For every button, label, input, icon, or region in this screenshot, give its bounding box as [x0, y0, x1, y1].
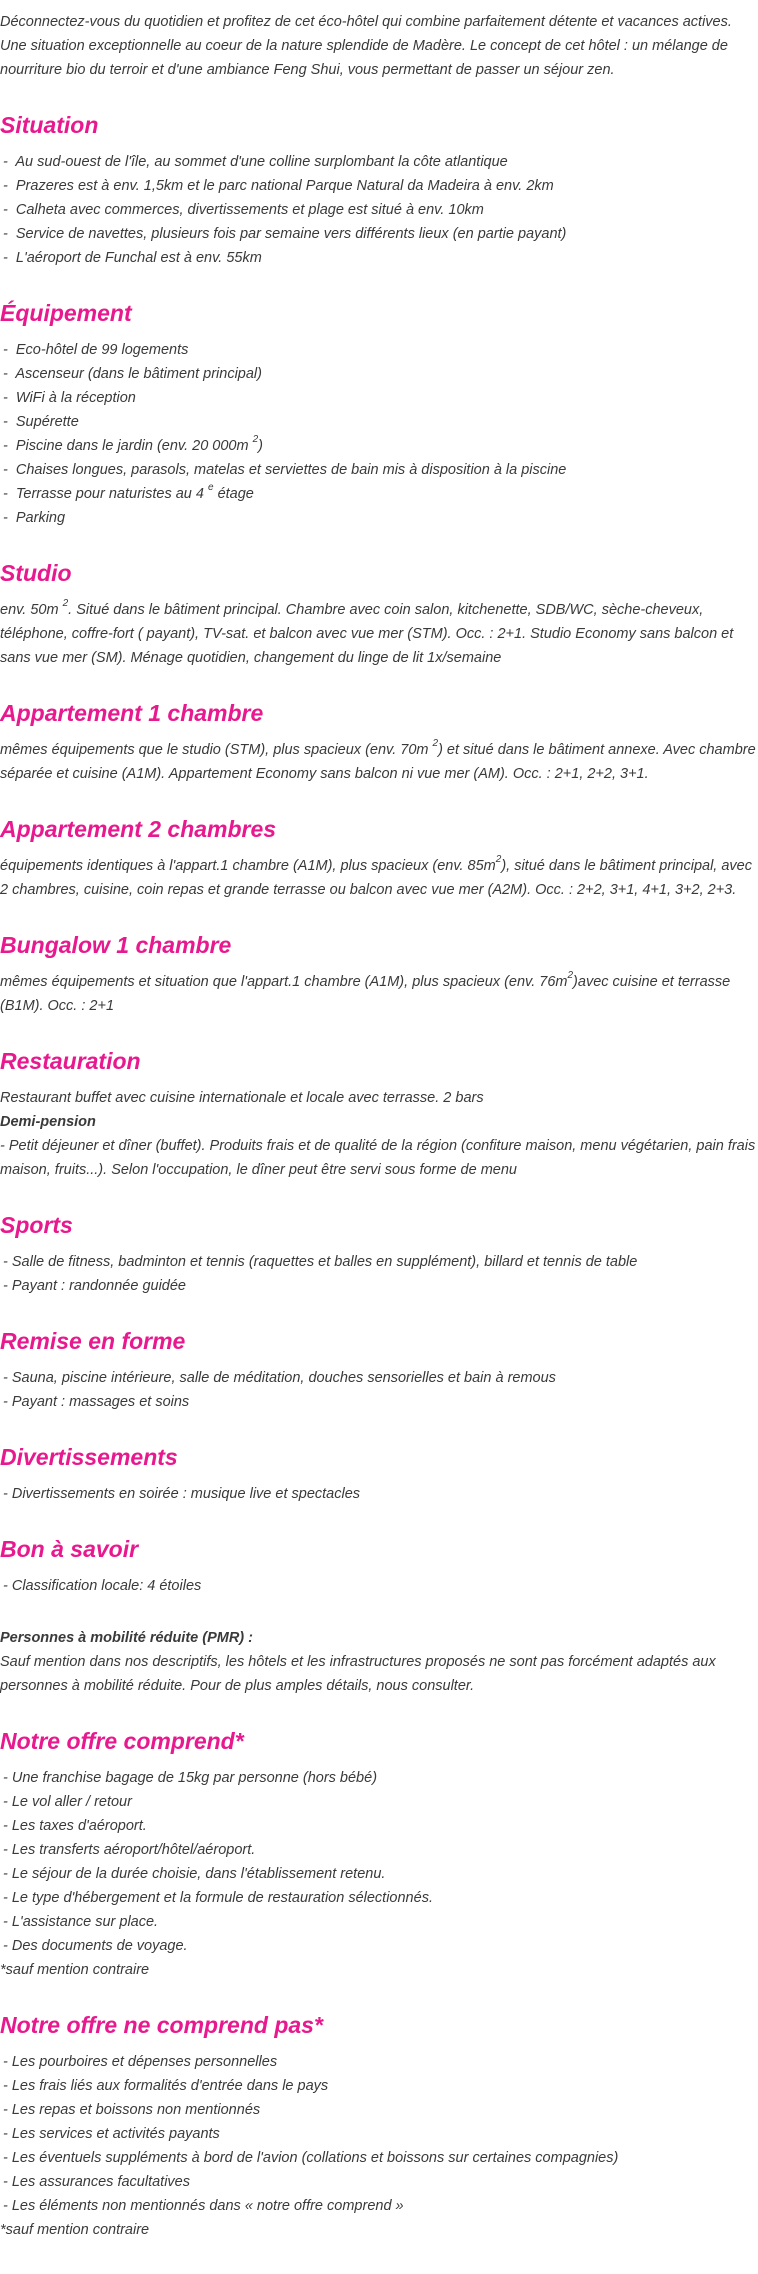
intro-paragraph: Déconnectez-vous du quotidien et profitez de cet éco-hôtel qui combine parfaitement détente et vacances actives. Une situation exceptionnelle au coeur de la nature splendide de Madère. Le concept de cet hôtel : un mélange de nourriture bio du terroir et d'une ambiance Feng Shui, vous permettant de passer un séjour zen. [0, 14, 732, 78]
section-title-sports: Sports [0, 1212, 73, 1238]
section-appartement-2 [0, 814, 758, 902]
footnote: *sauf mention contraire [0, 2222, 150, 2238]
list-item: - Au sud-ouest de l'île, au sommet d'une colline surplombant la côte atlantique [3, 154, 508, 170]
list-item: - WiFi à la réception [3, 390, 136, 406]
list-item: - Chaises longues, parasols, matelas et serviettes de bain mis à disposition à la piscine [3, 462, 567, 478]
list-item: - Payant : randonnée guidée [3, 1278, 186, 1294]
list-item: - Terrasse pour naturistes au 4 $^e$ étage [3, 482, 254, 502]
pmr-title: Personnes à mobilité réduite (PMR) : [0, 1630, 253, 1646]
section-title-divertissements: Divertissements [0, 1444, 178, 1470]
section-situation [0, 110, 758, 270]
list-item: - Les repas et boissons non mentionnés [3, 2102, 261, 2118]
section-title-situation: Situation [0, 112, 99, 138]
section-title-appartement-2: Appartement 2 chambres [0, 816, 277, 842]
section-title-restauration: Restauration [0, 1048, 141, 1074]
restauration-detail: - Petit déjeuner et dîner (buffet). Produits frais et de qualité de la région (confiture maison, menu végétarien, pain frais maison, fruits...). Selon l'occupation, le dîner peut être servi sous forme de menu [0, 1138, 756, 1178]
list-item: - L'aéroport de Funchal est à env. 55km [3, 250, 262, 266]
section-remise-en-forme [0, 1326, 758, 1414]
list-item: - Les éléments non mentionnés dans « notre offre comprend » [3, 2198, 404, 2214]
list-item: - Les éventuels suppléments à bord de l'avion (collations et boissons sur certaines compagnies) [3, 2150, 619, 2166]
section-bungalow [0, 930, 758, 1018]
list-item: - Piscine dans le jardin (env. 20 000m $^2$) [3, 434, 263, 454]
section-title-remise-en-forme: Remise en forme [0, 1328, 186, 1354]
list-item: - Eco-hôtel de 99 logements [3, 342, 189, 358]
bungalow-description: mêmes équipements et situation que l'appart.1 chambre (A1M), plus spacieux (env. $76m^2)avec$ cuisine et terrasse (B1M). Occ. : 2+1 [0, 970, 731, 1014]
list-item: - Le vol aller / retour [3, 1794, 132, 1810]
section-divertissements [0, 1442, 758, 1506]
list-item: - Prazeres est à env. 1,5km et le parc national Parque Natural da Madeira à env. 2km [3, 178, 554, 194]
list-item: - Service de navettes, plusieurs fois par semaine vers différents lieux (en partie payant) [3, 226, 567, 242]
list-item: - Parking [3, 510, 66, 526]
list-item: - Payant : massages et soins [3, 1394, 190, 1410]
list-item: - Calheta avec commerces, divertissements et plage est situé à env. 10km [3, 202, 484, 218]
section-title-offre-ne-comprend-pas: Notre offre ne comprend pas* [0, 2012, 323, 2038]
list-item: - Le séjour de la durée choisie, dans l'établissement retenu. [3, 1866, 386, 1882]
list-item: - Divertissements en soirée : musique live et spectacles [3, 1486, 361, 1502]
list-item: - Une franchise bagage de 15kg par personne (hors bébé) [3, 1770, 378, 1786]
section-title-bungalow: Bungalow 1 chambre [0, 932, 232, 958]
list-item: - Supérette [3, 414, 79, 430]
studio-description: env. 50m $^2$. Situé dans le bâtiment principal. Chambre avec coin salon, kitchenette, SDB/WC, sèche-cheveux, téléphone, coffre-fort ( payant), TV-sat. et balcon avec vue mer (STM). Occ. : 2+1. Studio Economy sans balcon et sans vue mer (SM). Ménage quotidien, changement du linge de lit 1x/semaine [0, 598, 734, 666]
footnote: *sauf mention contraire [0, 1962, 150, 1978]
list-item: - Les frais liés aux formalités d'entrée dans le pays [3, 2078, 329, 2094]
section-offre-comprend [0, 1726, 758, 1982]
section-title-studio: Studio [0, 560, 72, 586]
list-item: - Les pourboires et dépenses personnelles [3, 2054, 278, 2070]
section-studio [0, 558, 758, 670]
list-item: - Les assurances facultatives [3, 2174, 190, 2190]
section-sports [0, 1210, 758, 1298]
appartement-2-description: équipements identiques à l'appart.1 chambre (A1M), plus spacieux (env. $85m^2$), situé dans le bâtiment principal, avec 2 chambres, cuisine, coin repas et grande terrasse ou balcon avec vue mer (A2M). Occ. : 2+2, 3+1, 4+1, 3+2, 2+3. [0, 854, 752, 898]
restauration-line: Restaurant buffet avec cuisine internationale et locale avec terrasse. 2 bars [0, 1090, 484, 1106]
list-item: - Classification locale: 4 étoiles [3, 1578, 202, 1594]
section-appartement-1 [0, 698, 758, 786]
list-item: - Les services et activités payants [3, 2126, 220, 2142]
section-equipement [0, 298, 758, 530]
list-item: - Ascenseur (dans le bâtiment principal) [3, 366, 262, 382]
section-title-offre-comprend: Notre offre comprend* [0, 1728, 244, 1754]
section-bon-a-savoir [0, 1534, 758, 1698]
list-item: - Sauna, piscine intérieure, salle de méditation, douches sensorielles et bain à remous [3, 1370, 556, 1386]
list-item: - Les transferts aéroport/hôtel/aéroport. [3, 1842, 256, 1858]
list-item: - L'assistance sur place. [3, 1914, 159, 1930]
pmr-text: Sauf mention dans nos descriptifs, les hôtels et les infrastructures proposés ne sont pas forcément adaptés aux personnes à mobilité réduite. Pour de plus amples détails, nous consulter. [0, 1654, 716, 1694]
section-offre-ne-comprend-pas [0, 2010, 758, 2242]
section-title-appartement-1: Appartement 1 chambre [0, 700, 264, 726]
list-item: - Les taxes d'aéroport. [3, 1818, 147, 1834]
appartement-1-description: mêmes équipements que le studio (STM), plus spacieux (env. 70m $^2$) et situé dans le bâtiment annexe. Avec chambre séparée et cuisine (A1M). Appartement Economy sans balcon ni vue mer (AM). Occ. : 2+1, 2+2, 3+1. [0, 738, 756, 782]
section-title-equipement: Équipement [0, 300, 132, 326]
list-item: - Le type d'hébergement et la formule de restauration sélectionnés. [3, 1890, 433, 1906]
section-title-bon-a-savoir: Bon à savoir [0, 1536, 139, 1562]
section-restauration [0, 1046, 758, 1182]
list-item: - Des documents de voyage. [3, 1938, 188, 1954]
demi-pension-label: Demi-pension [0, 1114, 96, 1130]
list-item: - Salle de fitness, badminton et tennis (raquettes et balles en supplément), billard et tennis de table [3, 1254, 638, 1270]
